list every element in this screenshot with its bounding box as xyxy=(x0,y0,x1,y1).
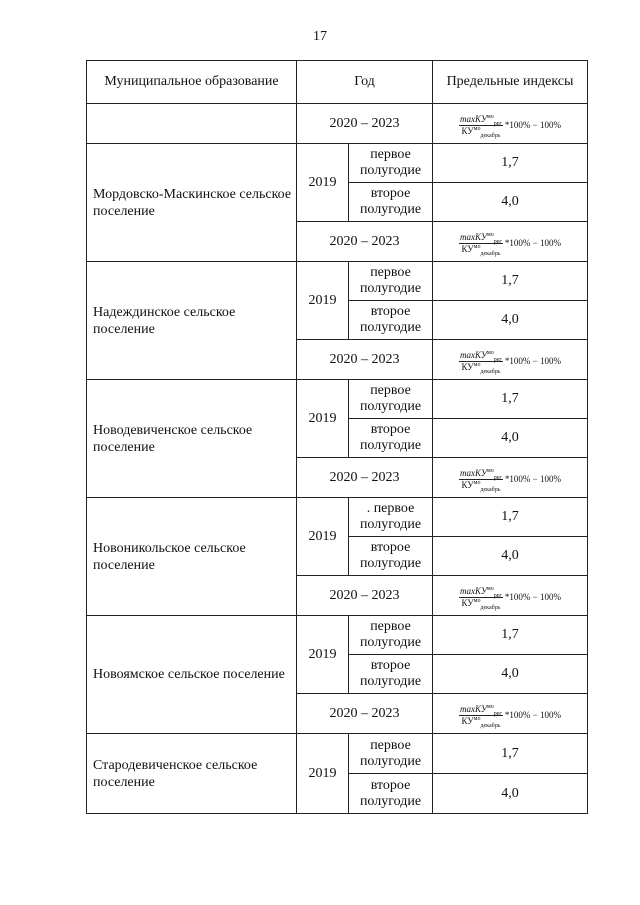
formula: $\frac{\max КУ^{мо}_{рег}}{КУ^{мо}_{декабрь}}$ *100% − 100% xyxy=(460,703,561,729)
year-cell: 2019 xyxy=(297,380,349,458)
page-number: 17 xyxy=(313,29,327,44)
formula: $\frac{\max КУ^{мо}_{рег}}{КУ^{мо}_{декабрь}}$ *100% − 100% xyxy=(460,231,561,257)
formula-cell xyxy=(433,104,588,144)
municipality-name: Новоямское сельское поселение xyxy=(87,616,297,734)
half-year-label: . первое полугодие xyxy=(349,498,433,537)
header-row xyxy=(87,61,588,104)
period-cell: 2020 – 2023 xyxy=(297,340,433,380)
index-value: 1,7 xyxy=(433,144,588,183)
table-row xyxy=(87,104,588,144)
table-row xyxy=(87,616,588,655)
index-value: 4,0 xyxy=(433,774,588,814)
tariff-index-table xyxy=(86,60,588,814)
half-year-label: первое полугодие xyxy=(349,616,433,655)
half-year-label: второе полугодие xyxy=(349,774,433,814)
year-cell: 2019 xyxy=(297,262,349,340)
year-cell: 2019 xyxy=(297,734,349,814)
index-value: 1,7 xyxy=(433,498,588,537)
formula: $\frac{\max КУ^{мо}_{рег}}{КУ^{мо}_{декабрь}}$ *100% − 100% xyxy=(460,113,561,139)
index-value: 1,7 xyxy=(433,380,588,419)
half-year-label: первое полугодие xyxy=(349,734,433,774)
header-year: Год xyxy=(297,61,433,104)
formula-cell xyxy=(433,340,588,380)
municipality-name: Новоникольское сельское поселение xyxy=(87,498,297,616)
half-year-label: первое полугодие xyxy=(349,380,433,419)
period-cell: 2020 – 2023 xyxy=(297,576,433,616)
municipality-name: Надеждинское сельское поселение xyxy=(87,262,297,380)
table-row xyxy=(87,734,588,774)
period-cell: 2020 – 2023 xyxy=(297,694,433,734)
half-year-label: первое полугодие xyxy=(349,144,433,183)
year-cell: 2019 xyxy=(297,616,349,694)
half-year-label: второе полугодие xyxy=(349,655,433,694)
index-value: 4,0 xyxy=(433,537,588,576)
index-value: 4,0 xyxy=(433,183,588,222)
index-value: 4,0 xyxy=(433,419,588,458)
half-year-label: первое полугодие xyxy=(349,262,433,301)
half-year-label: второе полугодие xyxy=(349,301,433,340)
index-value: 1,7 xyxy=(433,616,588,655)
municipality-cell xyxy=(87,104,297,144)
year-cell: 2019 xyxy=(297,144,349,222)
table-row xyxy=(87,144,588,183)
formula: $\frac{\max КУ^{мо}_{рег}}{КУ^{мо}_{декабрь}}$ *100% − 100% xyxy=(460,585,561,611)
table-row xyxy=(87,498,588,537)
header-municipality: Муниципальное образование xyxy=(87,61,297,104)
table-row xyxy=(87,262,588,301)
index-value: 4,0 xyxy=(433,301,588,340)
half-year-label: второе полугодие xyxy=(349,183,433,222)
period-cell: 2020 – 2023 xyxy=(297,104,433,144)
municipality-name: Стародевиченское сельское поселение xyxy=(87,734,297,814)
period-cell: 2020 – 2023 xyxy=(297,458,433,498)
formula-cell xyxy=(433,458,588,498)
municipality-name: Новодевиченское сельское поселение xyxy=(87,380,297,498)
index-value: 1,7 xyxy=(433,734,588,774)
period-cell: 2020 – 2023 xyxy=(297,222,433,262)
formula-cell xyxy=(433,222,588,262)
table-row xyxy=(87,380,588,419)
index-value: 1,7 xyxy=(433,262,588,301)
municipality-name: Мордовско-Маскинское сельское поселение xyxy=(87,144,297,262)
half-year-label: второе полугодие xyxy=(349,537,433,576)
formula-cell xyxy=(433,694,588,734)
index-value: 4,0 xyxy=(433,655,588,694)
formula: $\frac{\max КУ^{мо}_{рег}}{КУ^{мо}_{декабрь}}$ *100% − 100% xyxy=(460,349,561,375)
formula-cell xyxy=(433,576,588,616)
half-year-label: второе полугодие xyxy=(349,419,433,458)
header-index: Предельные индексы xyxy=(433,61,588,104)
year-cell: 2019 xyxy=(297,498,349,576)
formula: $\frac{\max КУ^{мо}_{рег}}{КУ^{мо}_{декабрь}}$ *100% − 100% xyxy=(460,467,561,493)
